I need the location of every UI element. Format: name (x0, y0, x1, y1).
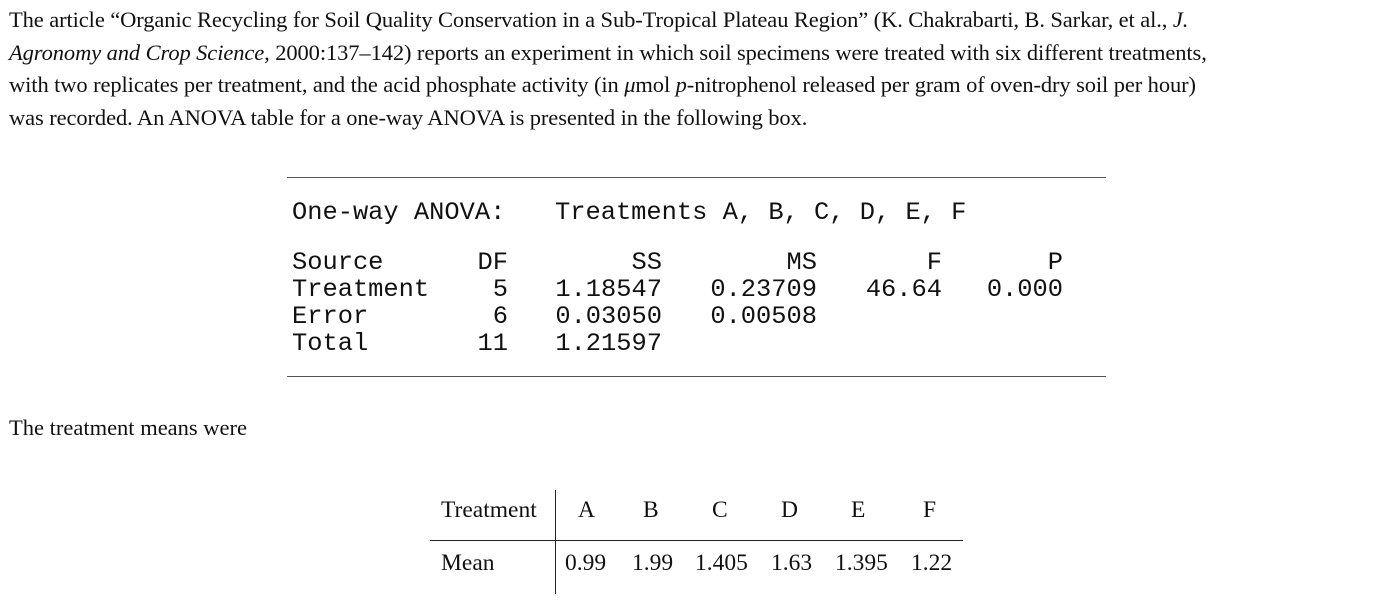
anova-bottom-rule (287, 376, 1106, 377)
anova-row-error-source: Error (292, 302, 369, 331)
p-symbol: p (675, 72, 687, 98)
intro-line-2-text: 2000:137–142) reports an experiment in which soil specimens were treated with six different treatments, (269, 39, 1207, 65)
intro-line-3-text-c: -nitrophenol released per gram of oven-dry soil per hour) (686, 72, 1196, 98)
anova-row-treatment-p: 0.000 (986, 275, 1063, 304)
anova-row-error-ss: 0.03050 (555, 302, 662, 331)
anova-row-treatment-df: 5 (492, 275, 508, 304)
treatment-label-e: E (851, 497, 866, 523)
anova-treatments-list: Treatments A, B, C, D, E, F (555, 198, 967, 227)
treatment-label-c: C (712, 497, 728, 523)
anova-row-error-df: 6 (492, 302, 508, 331)
anova-row-total-df: 11 (477, 329, 508, 358)
anova-row-total-ss: 1.21597 (555, 329, 662, 358)
mu-symbol: μ (624, 72, 636, 98)
mean-value-e: 1.395 (835, 550, 888, 576)
intro-line-3 (9, 69, 1371, 102)
mean-value-b: 1.99 (632, 550, 674, 576)
anova-top-rule (287, 177, 1106, 178)
anova-row-treatment-ms: 0.23709 (710, 275, 817, 304)
treatment-label-b: B (643, 497, 659, 523)
anova-title: One-way ANOVA: (292, 198, 506, 227)
anova-row-treatment-source: Treatment (292, 275, 430, 304)
intro-line-2 (9, 37, 1371, 70)
anova-header-df: DF (477, 248, 508, 277)
anova-row-treatment-ss: 1.18547 (555, 275, 662, 304)
mean-value-a: 0.99 (565, 550, 607, 576)
treatment-label-d: D (781, 497, 798, 523)
anova-row-treatment-f: 46.64 (865, 275, 942, 304)
anova-header-ms: MS (786, 248, 817, 277)
anova-row-total-source: Total (292, 329, 369, 358)
means-row-label-mean: Mean (441, 550, 495, 576)
mean-value-d: 1.63 (771, 550, 813, 576)
intro-paragraph (9, 4, 1371, 134)
anova-header-source: Source (292, 248, 384, 277)
mean-value-c: 1.405 (695, 550, 748, 576)
journal-name-part-1: J. (1172, 7, 1189, 32)
intro-line-1 (9, 4, 1371, 37)
means-table-vertical-rule (555, 490, 556, 594)
intro-line-1-text: The article “Organic Recycling for Soil Quality Conservation in a Sub-Tropical Plateau Region” (K. Chakrabarti, B. Sarkar, et al., (9, 7, 1173, 32)
intro-line-3-text-b: mol (635, 72, 676, 98)
mean-value-f: 1.22 (911, 550, 953, 576)
means-table-horizontal-rule (430, 540, 963, 541)
anova-header-f: F (926, 248, 942, 277)
treatment-label-a: A (578, 497, 595, 523)
treatment-label-f: F (923, 497, 937, 523)
anova-row-error-ms: 0.00508 (710, 302, 817, 331)
means-intro-text: The treatment means were (9, 415, 248, 440)
journal-name-part-2: Agronomy and Crop Science, (9, 39, 270, 65)
intro-line-3-text-a: with two replicates per treatment, and the acid phosphate activity (in (9, 72, 625, 98)
means-row-label-treatment: Treatment (441, 497, 537, 523)
anova-header-p: P (1047, 248, 1063, 277)
anova-header-ss: SS (631, 248, 662, 277)
intro-line-4: was recorded. An ANOVA table for a one-way ANOVA is presented in the following box. (9, 104, 808, 130)
